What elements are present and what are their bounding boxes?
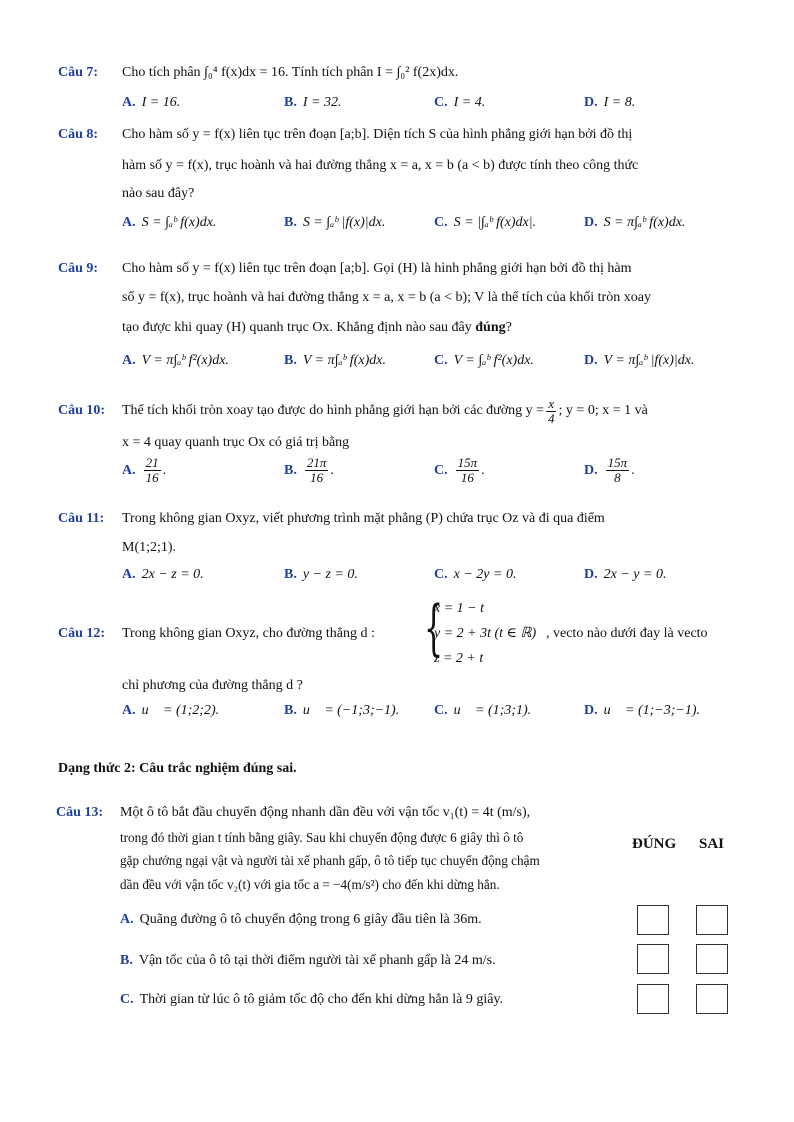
q12-option-d[interactable] [584, 702, 700, 720]
option-fraction [456, 456, 480, 485]
option-label: D. [584, 703, 598, 718]
q13-b-true-checkbox[interactable] [637, 944, 669, 974]
option-text: I = 4. [453, 95, 486, 110]
question-13-line-4: dần đều với vận tốc v₂(t) với gia tốc a = −4(m/s²) cho đến khi dừng hẳn. [120, 877, 500, 892]
option-label: B. [284, 703, 297, 718]
q13-statement-a [120, 911, 482, 929]
option-tail: . [481, 462, 485, 478]
question-13-line-1: Một ô tô bắt đầu chuyển động nhanh dần đều với vận tốc v₁(t) = 4t (m/s), [120, 805, 531, 820]
question-11-line-1: Trong không gian Oxyz, viết phương trình mặt phẳng (P) chứa trục Oz và đi qua điểm [122, 511, 605, 526]
option-label: D. [584, 462, 598, 478]
option-text: I = 8. [603, 95, 636, 110]
option-fraction [305, 456, 329, 485]
question-10-line-2: x = 4 quay quanh trục Ox có giá trị bằng [122, 435, 350, 450]
fraction-numerator: 21π [306, 455, 327, 470]
question-13-line-3: gặp chướng ngại vật và người tài xế phanh gấp, ô tô tiếp tục chuyển động chậm [120, 853, 540, 868]
q8-option-b[interactable] [284, 214, 385, 232]
option-text: I = 32. [302, 95, 342, 110]
option-text: x − 2y = 0. [453, 567, 517, 582]
question-8-line-1: Cho hàm số y = f(x) liên tục trên đoạn [a;b]. Diện tích S của hình phẳng giới hạn bởi đồ thị [122, 127, 633, 142]
option-label: A. [120, 912, 134, 927]
q13-a-false-checkbox[interactable] [696, 905, 728, 935]
fraction-numerator: 21 [145, 455, 159, 470]
option-fraction [144, 456, 161, 485]
q13-b-false-checkbox[interactable] [696, 944, 728, 974]
q11-option-a[interactable] [122, 566, 204, 584]
question-13-number: Câu 13: [56, 805, 104, 820]
q9-line3-a: tạo được khi quay (H) quanh trục Ox. Khẳng định nào sau đây [122, 320, 476, 335]
option-text: S = ∫ₐᵇ |f(x)|dx. [302, 215, 386, 230]
option-text: I = 16. [141, 95, 181, 110]
option-text: V = π∫ₐᵇ f(x)dx. [302, 353, 386, 368]
q7-option-c[interactable] [434, 94, 485, 112]
system-eq-1: x = 1 − t [434, 601, 484, 616]
option-label: C. [434, 353, 448, 368]
q9-option-b[interactable] [284, 352, 386, 370]
question-10-line-1 [122, 396, 648, 426]
option-label: D. [584, 215, 598, 230]
option-label: C. [434, 95, 448, 110]
column-header-false: SAI [699, 836, 725, 852]
q9-option-a[interactable] [122, 352, 229, 370]
q12-option-a[interactable] [122, 702, 219, 720]
question-10-number: Câu 10: [58, 403, 106, 418]
option-label: C. [434, 703, 448, 718]
option-label: A. [122, 353, 136, 368]
question-8-line-2: hàm số y = f(x), trục hoành và hai đường thẳng x = a, x = b (a < b) được tính theo công thức [122, 158, 639, 173]
option-label: D. [584, 353, 598, 368]
fraction-denominator: 16 [460, 470, 474, 485]
fraction-denominator: 8 [614, 470, 621, 485]
question-12-post: , vecto nào dưới đay là vecto [546, 626, 708, 641]
q7-option-d[interactable] [584, 94, 635, 112]
option-label: C. [434, 567, 448, 582]
option-text: S = π∫ₐᵇ f(x)dx. [603, 215, 686, 230]
q13-c-true-checkbox[interactable] [637, 984, 669, 1014]
q9-line3-c: ? [505, 320, 512, 335]
question-8-line-3: nào sau đây? [122, 186, 195, 201]
q9-option-c[interactable] [434, 352, 534, 370]
option-label: B. [284, 215, 297, 230]
q11-option-d[interactable] [584, 566, 666, 584]
question-9-line-3 [122, 319, 512, 337]
q13-statement-b [120, 952, 496, 970]
option-label: B. [120, 953, 133, 968]
q10-option-a[interactable] [122, 456, 166, 485]
system-brace: { [424, 593, 444, 663]
question-9-line-1: Cho hàm số y = f(x) liên tục trên đoạn [a;b]. Gọi (H) là hình phẳng giới hạn bởi đồ thị hàm [122, 261, 632, 276]
question-13-line-2: trong đó thời gian t tính bằng giây. Sau khi chuyển động được 6 giây thì ô tô [120, 830, 524, 845]
q12-option-c[interactable] [434, 702, 531, 720]
statement-text: Vận tốc của ô tô tại thời điểm người tài xế phanh gấp là 24 m/s. [138, 953, 496, 968]
question-7-text: Cho tích phân ∫₀⁴ f(x)dx = 16. Tính tích phân I = ∫₀² f(2x)dx. [122, 65, 459, 80]
q10-option-c[interactable] [434, 456, 485, 485]
question-9-line-2: số y = f(x), trục hoành và hai đường thẳng x = a, x = b (a < b); V là thể tích của khối tròn xoay [122, 290, 651, 305]
fraction-numerator: 15π [607, 455, 628, 470]
option-label: A. [122, 462, 136, 478]
option-label: A. [122, 215, 136, 230]
q10-fraction [546, 397, 557, 426]
q8-option-c[interactable] [434, 214, 536, 232]
fraction-numerator: 15π [457, 455, 478, 470]
option-text: V = π∫ₐᵇ f²(x)dx. [141, 353, 229, 368]
option-label: B. [284, 95, 297, 110]
q11-option-c[interactable] [434, 566, 516, 584]
system-eq-2: y = 2 + 3t (t ∈ ℝ) [434, 626, 537, 641]
option-tail: . [631, 462, 635, 478]
q10-line1-b: ; y = 0; x = 1 và [558, 403, 648, 418]
option-label: B. [284, 567, 297, 582]
question-11-line-2: M(1;2;1). [122, 540, 177, 555]
option-text: y − z = 0. [302, 567, 358, 582]
option-label: A. [122, 95, 136, 110]
fraction-denominator: 16 [145, 470, 159, 485]
option-label: A. [122, 567, 136, 582]
fraction-numerator: x [548, 395, 555, 411]
q13-statement-c [120, 991, 503, 1009]
option-label: B. [284, 462, 297, 478]
option-label: D. [584, 567, 598, 582]
option-text: u⃗ = (−1;3;−1). [302, 703, 400, 718]
q12-option-b[interactable] [284, 702, 399, 720]
q11-option-b[interactable] [284, 566, 358, 584]
q7-option-b[interactable] [284, 94, 341, 112]
q9-emphasis: đúng [475, 320, 506, 335]
question-12-line-2: chỉ phương của đường thẳng d ? [122, 678, 303, 693]
option-label: C. [434, 462, 448, 478]
option-label: B. [284, 353, 297, 368]
option-text: 2x − y = 0. [603, 567, 667, 582]
q13-a-true-checkbox[interactable] [637, 905, 669, 935]
q13-c-false-checkbox[interactable] [696, 984, 728, 1014]
section-2-title: Dạng thức 2: Câu trắc nghiệm đúng sai. [58, 761, 297, 776]
question-11-number: Câu 11: [58, 511, 105, 526]
q7-option-a[interactable] [122, 94, 180, 112]
question-12-pre: Trong không gian Oxyz, cho đường thẳng d : [122, 626, 375, 641]
option-text: u⃗ = (1;2;2). [141, 703, 220, 718]
column-header-true: ĐÚNG [632, 836, 677, 852]
question-7-number: Câu 7: [58, 65, 99, 80]
option-text: S = ∫ₐᵇ f(x)dx. [141, 215, 217, 230]
question-12-number: Câu 12: [58, 626, 106, 641]
option-text: V = ∫ₐᵇ f²(x)dx. [453, 353, 534, 368]
q9-option-d[interactable] [584, 352, 694, 370]
question-8-number: Câu 8: [58, 127, 99, 142]
option-text: u⃗ = (1;3;1). [453, 703, 532, 718]
q8-option-a[interactable] [122, 214, 216, 232]
option-label: C. [434, 215, 448, 230]
system-eq-3: z = 2 + t [434, 651, 484, 666]
option-text: 2x − z = 0. [141, 567, 204, 582]
option-tail: . [162, 462, 167, 478]
q10-line1-a: Thể tích khối tròn xoay tạo được do hình phẳng giới hạn bởi các đường y = [122, 403, 545, 418]
fraction-denominator: 4 [548, 410, 555, 426]
option-text: u⃗ = (1;−3;−1). [603, 703, 701, 718]
option-label: D. [584, 95, 598, 110]
q8-option-d[interactable] [584, 214, 685, 232]
q10-option-b[interactable] [284, 456, 334, 485]
option-text: S = |∫ₐᵇ f(x)dx|. [453, 215, 537, 230]
option-text: V = π∫ₐᵇ |f(x)|dx. [603, 353, 695, 368]
option-label: C. [120, 992, 134, 1007]
statement-text: Thời gian từ lúc ô tô giảm tốc độ cho đến khi dừng hẳn là 9 giây. [139, 992, 504, 1007]
statement-text: Quãng đường ô tô chuyển động trong 6 giây đầu tiên là 36m. [139, 912, 482, 927]
fraction-denominator: 16 [310, 470, 324, 485]
option-tail: . [330, 462, 334, 478]
option-fraction [606, 456, 630, 485]
option-label: A. [122, 703, 136, 718]
q10-option-d[interactable] [584, 456, 635, 485]
question-9-number: Câu 9: [58, 261, 99, 276]
